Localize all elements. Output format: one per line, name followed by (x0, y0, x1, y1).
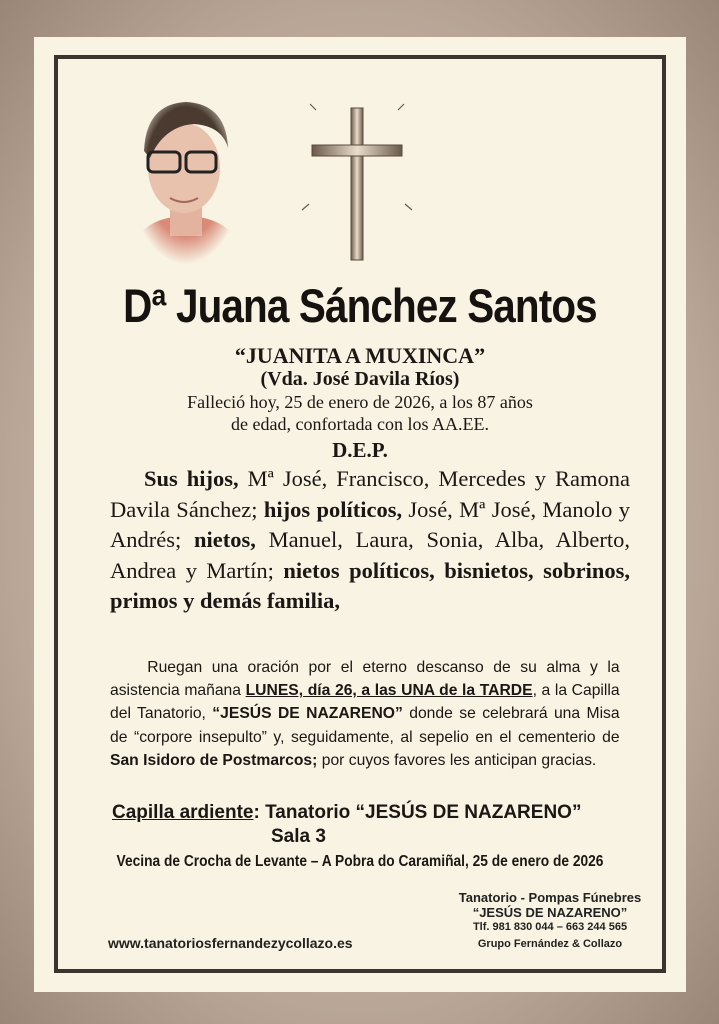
funeral-home-name: “JESÚS DE NAZARENO” (472, 905, 628, 920)
cemetery-name: San Isidoro de Postmarcos; (110, 751, 318, 769)
website-link[interactable]: www.tanatoriosfernandezycollazo.es (108, 935, 353, 951)
chapel-label: Capilla ardiente (112, 802, 254, 823)
deceased-name: Dª Juana Sánchez Santos (123, 279, 597, 332)
portrait-photo (134, 96, 238, 264)
service-tanatorio: “JESÚS DE NAZARENO” (212, 705, 403, 723)
death-line-1: Falleció hoy, 25 de enero de 2026, a los 87 años (187, 392, 533, 412)
family-paragraph (110, 464, 630, 617)
dep-label: D.E.P. (332, 438, 388, 462)
chapel-value: : Tanatorio “JESÚS DE NAZARENO” (253, 802, 582, 823)
funeral-home-group: Grupo Fernández & Collazo (477, 938, 623, 950)
death-info (60, 391, 660, 435)
children-label: Sus hijos, (144, 466, 239, 491)
service-text-3: donde se celebrará una Misa de “corpore insepulto” y, seguidamente, al sepelio en el cementerio de (110, 705, 620, 746)
funeral-home-title: Tanatorio - Pompas Fúnebres (458, 890, 642, 905)
residence-line: Vecina de Crocha de Levante – A Pobra do Caramiñal, 25 de enero de 2026 (116, 853, 604, 870)
in-laws-label: hijos políticos, (263, 496, 403, 522)
service-date: LUNES, día 26, a las UNA de la TARDE (245, 682, 533, 700)
service-text-2: , a la Capilla del Tanatorio, (110, 682, 620, 723)
cross-icon (300, 100, 414, 265)
service-text-4: por cuyos favores les anticipan gracias. (317, 751, 597, 769)
death-line-2: de edad, confortada con los AA.EE. (231, 414, 489, 434)
grandchildren-label: nietos, (193, 527, 256, 552)
other-family: nietos políticos, bisnietos, sobrinos, primos y demás familia, (110, 557, 630, 613)
funeral-home-info (440, 890, 660, 952)
service-text-1: Ruegan una oración por el eterno descanso de su alma y la asistencia mañana (110, 659, 620, 700)
chapel-info (112, 802, 581, 824)
grandchildren-names: Manuel, Laura, Sonia, Alba, Alberto, Andrea y Martín; (110, 527, 630, 583)
in-laws-names: José, Mª José, Manolo y Andrés; (110, 496, 630, 552)
widow-of: (Vda. José Davila Ríos) (260, 368, 460, 390)
nickname: “JUANITA A MUXINCA” (234, 343, 486, 368)
children-names: Mª José, Francisco, Mercedes y Ramona Davila Sánchez; (110, 466, 630, 522)
service-paragraph (110, 656, 620, 772)
funeral-home-phone: Tlf. 981 830 044 – 663 244 565 (472, 921, 628, 933)
chapel-room: Sala 3 (271, 826, 326, 847)
